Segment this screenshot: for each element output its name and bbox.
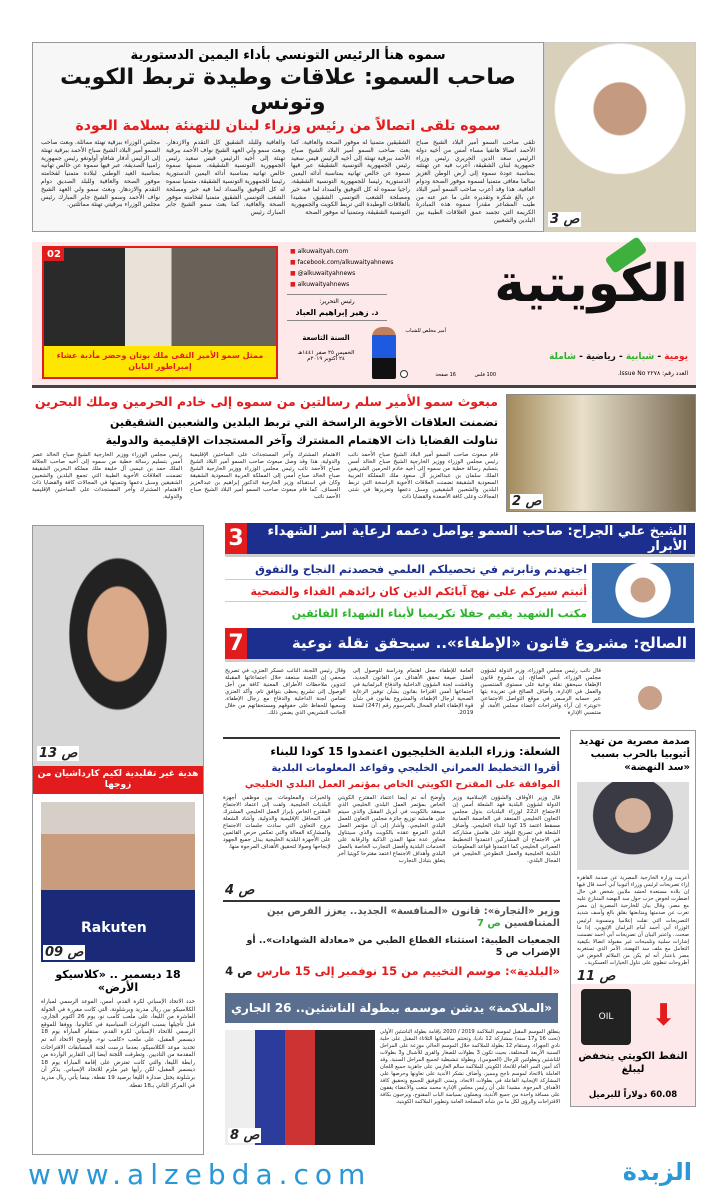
municipal-story xyxy=(223,737,560,902)
egypt-headline[interactable]: صدمة مصرية من تهديد أثيوبيا بالحرب بسبب «سد النهضة» xyxy=(578,736,690,773)
teasers xyxy=(222,906,560,978)
top-story-column: مجلس الوزراء ببرقية تهنئة مماثلة. وبعث صاحب السمو أمير البلاد الشيخ صباح الأحمد ببرقية تهنئة إلى الرئيس أدفار شافاو أولونغو رئيس جمهورية زامبيا الصديقة، عبر فيها سموه عن خالص تهانيه بمناسبة العيد الوطني لبلاده متمنيا لفخامته موفور الصحة والعافية وللبلد الصديق دوام التقدم والازدهار. وبعث سمو ولي العهد الشيخ نواف الأحمد وسمو الشيخ جابر المبارك رئيس مجلس الوزراء ببرقيتي تهنئة مماثلتين. xyxy=(41,139,160,209)
municipal-headline[interactable]: الشعلة: وزراء البلدية الخليجيون اعتمدوا 15 كودا للبناء xyxy=(270,745,560,758)
page-ref[interactable]: ص 2 xyxy=(512,494,542,509)
saleh-photo xyxy=(606,668,694,728)
municipal-column: وأوضح أنه تم أيضا اعتماد المقترح الكويتي الخاص بمؤتمر العمل البلدي الخليجي الذي سيعقد بالكويت في أبريل المقبل والذي سيتم على هامشه توزيع جائزة مجلس التعاون للعمل البلدي الخليجي. وأشار إلى أن مؤتمر العمل البلدي المزمع عقده بالكويت والذي سيتناول محاور عدة منها المدن الذكية والرقابة على الخدمات البلدية وأفضل التجارب الخاصة بالعمل البلدي وأهداف الاجتماع اعتمد مقترحا كويتيا آخر يتعلق بتبادل التجارب xyxy=(337,795,446,864)
municipal-subhead: الموافقة على المقترح الكويتي الخاص بمؤتمر العمل البلدي الخليجي xyxy=(244,779,560,790)
clasico-headline[interactable]: 18 ديسمبر .. «كلاسيكو الأرض» xyxy=(55,968,181,994)
martyrs-photo xyxy=(592,563,694,623)
bahrain-headline[interactable]: مبعوث سمو الأمير سلم رسالتين من سموه إلى خادم الحرمين وملك البحرين xyxy=(34,394,498,409)
footer xyxy=(0,1158,720,1193)
page-ref: ص 4 xyxy=(225,964,253,978)
martyrs-line: مكتب الشهيد يقيم حفلا تكريميا لأبناء الشهداء الفائقين xyxy=(291,607,587,620)
martyrs-headline: الشيخ علي الجراح: صاحب السمو يواصل دعمه لرعاية أسر الشهداء الأبرار xyxy=(267,523,687,554)
date-hijri: الخميس ٢٥ صفر ١٤٤١هـ xyxy=(297,350,355,356)
page-number: 7 xyxy=(225,628,247,659)
facebook-link[interactable]: ■ facebook.com/alkuwaityahnews xyxy=(290,259,394,266)
masthead-logo: الكويتية xyxy=(494,254,688,314)
oil-graphic xyxy=(571,984,695,1106)
price: 100 فلس xyxy=(474,372,496,378)
egypt-body: أعربت وزارة الخارجية المصرية عن صدمة القاهرة إزاء تصريحات لرئيس وزراء أثيوبيا آبي أحمد قال فيها إن بلاده مستعدة لحشد ملايين شخص في حال اضطرت لخوض حرب حول سد النهضة المتنازع عليه مع مصر. وقال بيان للخارجية المصرية إن مصر تعرب عن صدمتها ومتابعتها بقلق بالغ وأسف شديد التصريحات التي نقلت إعلاميا ومنسوبة لرئيس الوزراء آبي أحمد أمام البرلمان الإثيوبي، إذا ما صحت.. واعتبر البيان أن تصريحات آبي أحمد تضمنت إشارات سلبية وتلميحات غير مقبولة اتصالا بكيفية التعامل مع ملف سد النهضة، الأمر الذي تستغربه مصر باعتبار أنه لم يكن من الملائم الخوض في أطروحات تنطوي على تناول الخيارات العسكرية.. xyxy=(577,875,689,967)
teaser[interactable]: الجمعيات الطبية: استثناء القطاع الطبي من «معادلة الشهادات».. أو الإضراب ص 5 xyxy=(246,935,560,958)
youtube-link[interactable]: ■ alkuwaityahnews xyxy=(290,281,350,288)
boxing-headline[interactable]: «الملاكمة» يدشن موسمه ببطولة الناشئين.. 26 الجاري xyxy=(225,993,558,1023)
bahrain-story xyxy=(32,394,696,519)
top-story-column: تلقى صاحب السمو أمير البلاد الشيخ صباح الأحمد اتصالا هاتفيا مساء أمس من أخيه دولة الرئيس سعد الدين الحريري رئيس وزراء جمهورية لبنان الشقيقة، أعرب فيه عن تهنئته بمناسبة عودة سموه إلى أرض الوطن العزيز سالما معافى متمنيا لسموه موفور الصحة ودوام العافية. هذا وقد أعرب صاحب السمو أمير البلاد عن بالغ شكره وتقديره على ما عبر عنه من طيب المشاعر مقدرا سموه هذه المبادرة الكريمة التي تجسد عمق العلاقات الطيبة بين البلدين والشعبين xyxy=(416,139,535,224)
page-ref: ص 5 xyxy=(495,947,519,958)
martyrs-line: اجتهدتم وثابرتم في تحصيلكم العلمي فحصدتم النجاح والتفوق xyxy=(225,563,587,580)
promo-box[interactable] xyxy=(42,246,278,379)
kim-caption[interactable]: هدية غير تقليدية لكيم كارداشيان من زوجها xyxy=(33,766,203,794)
year: السنة التاسعة xyxy=(302,334,350,342)
boxing-body: ينطلق الموسم المقبل لموسم الملاكمة 2019 / 2020 بإقامة بطولة الناشئين الأولى (تحت 16 و17 سنة) بمشاركة 12 ناديا، وتختتم منافساتها الثلاثاء المقبل على حلبة نادي الجهراء. وستقام 12 بطولة للملاكمة خلال الموسم الحالي موزعة على المراحل السنية الأربعة المختلفة، بحيث تكون 3 بطولات للصغار والقرى للأشبال و3 بطولات للناشئين وبطولتين للرجال (العمومي)، وبطولة تنشيطية لجميع المراحل السنية. وقد أكد أمين السر العام للاتحاد الكويتي للملاكمة سالم العازمي على جاهزية جميع اللجان العاملة بالاتحاد لموسم ناجح ومميز، وأضاف نشكر الأندية على تعاونها وحرصها على المشاركة الإيجابية الفاعلة في بطولات الاتحاد، وتمنى التوفيق للجميع وتحقيق كافة الأهداف المرجوة، مشيدا على أن رئيس مجلس الإدارة محمد متعب والأعضاء يقفون على مسافة واحدة من جميع الأندية، ويعملون بسياسة الباب المفتوح، ويرحبون بكافة الاقتراحات والرؤى لكل ما من شأنه المصلحة العامة وتطوير الملاكمة الكويتية. xyxy=(380,1029,561,1105)
bahrain-subhead: تناولت القضايا ذات الاهتمام المشترك وآخر المستجدات الإقليمية والدولية xyxy=(105,434,498,447)
oil-barrel-icon: OIL xyxy=(581,989,631,1045)
page-number: 3 xyxy=(225,523,247,554)
masthead-taglines: يومية - شبابية - رياضية - شاملة xyxy=(549,352,688,362)
facebook-icon: ■ xyxy=(290,259,296,266)
martyrs-banner[interactable] xyxy=(225,523,695,557)
bahrain-column: الاهتمام المشترك وآخر المستجدات على الساحتين الإقليمية والدولية. هذا وقد وصل مبعوث صاحب السمو أمير البلاد الشيخ صباح الأحمد نائب رئيس مجلس الوزراء ووزير الخارجية الشيخ صباح الخالد صباح أمس إلى المملكة العربية السعودية الشقيقة وكان في استقباله وزير الخارجية الدكتور إبراهيم بن عبدالعزيز العساف. كما قام مبعوث صاحب السمو أمير البلاد الشيخ صباح الأحمد نائب xyxy=(190,452,340,500)
bahrain-column: رئيس مجلس الوزراء ووزير الخارجية الشيخ صباح الخالد عصر أمس بتسليم رسالة خطية من سموه إلى أخيه صاحب الجلالة الملك حمد بن عيسى آل خليفة ملك مملكة البحرين الشقيقة تضمنت العلاقات الأخوية الطيبة التي تجمع البلدين والشعبين الشقيقين وسبل دعمها وتنميتها في المجالات كافة والقضايا ذات الاهتمام المشترك وآخر المستجدات على الساحتين الإقليمية والدولية. xyxy=(32,452,182,500)
top-story-subhead: سموه تلقى اتصالاً من رئيس وزراء لبنان للتهنئة بسلامة العودة xyxy=(75,118,501,134)
saleh-column: العامة للإطفاء محل اهتمام ودراسة للوصول إلى أفضل صيغة تحقق الأهداف من القانون الجديد، وناقشت لجنة الشؤون الداخلية والدفاع البرلمانية في اجتماعها أمس اقتراحا بقانون بشأن توفير الرعاية الصحية لرجال الإطفاء، والمشروع بقانون في شأن قوة الإطفاء العام المحال بالمرسوم رقم (247) لسنة 2019. xyxy=(352,668,474,716)
bahrain-subhead: تضمنت العلاقات الأخوية الراسخة التي تربط البلدين والشعبين الشقيقين xyxy=(110,416,498,429)
top-story-column: والعافية وللبلد الشقيق كل التقدم والازدهار. وبعث سمو ولي العهد الشيخ نواف الأحمد ببرقية تهنئة إلى أخيه الرئيس قيس سعيد رئيس الجمهورية التونسية الشقيقة، ضمنها سموه خالص تهانيه بمناسبة أدائه اليمين الدستورية رئيسا للجمهورية التونسية الشقيقة، متمنيا سموه له كل التوفيق والسداد لما فيه خير ومصلحة الشعب التونسي الشقيق متمنيا لفخامته موفور الصحة والعافية. كما بعث سمو الشيخ جابر المبارك رئيس xyxy=(166,139,285,217)
player-icon xyxy=(372,327,396,379)
page-ref[interactable]: ص 11 xyxy=(571,969,695,984)
down-arrow-icon: ⬇ xyxy=(651,998,677,1034)
editor-name: د. زهير إبراهيم العباد xyxy=(295,308,379,317)
promo-photo xyxy=(44,248,276,346)
ball-icon xyxy=(400,370,408,378)
municipal-subhead: أقروا التخطيط العمراني الخليجي وقواعد المعلومات البلدية xyxy=(271,763,560,774)
logo-tagline: أمير مخلص للشباب xyxy=(405,328,446,334)
oil-value: 60.08 دولاراً للبرميل xyxy=(588,1090,678,1101)
promo-page: 02 xyxy=(44,248,64,261)
page-count: 16 صفحة xyxy=(435,372,456,378)
emir-photo xyxy=(544,42,696,232)
web-icon: ■ xyxy=(290,248,296,255)
top-story-kicker: سموه هنأ الرئيس التونسي بأداء اليمين الدستورية xyxy=(130,48,446,63)
tagline: شاملة xyxy=(549,352,577,362)
kim-photo xyxy=(33,526,203,766)
egypt-story xyxy=(570,730,696,1107)
page-ref[interactable]: ص 3 xyxy=(550,212,580,227)
bahrain-column: قام مبعوث صاحب السمو أمير البلاد الشيخ صباح الأحمد نائب رئيس مجلس الوزراء ووزير الخارجية الشيخ صباح الخالد أمس بتسليم رسالة خطية من سموه إلى أخيه خادم الحرمين الشريفين الملك سلمان بن عبدالعزيز آل سعود ملك المملكة العربية السعودية الشقيقة تضمنت العلاقات الأخوية الراسخة التي تربط البلدين والشعبين الشقيقين وسبل دعمها وتعزيزها في شتى المجالات وعلى كافة الأصعدة والقضايا ذات xyxy=(348,452,498,500)
instagram-link[interactable]: ■ @alkuwaityahnews xyxy=(290,270,356,277)
page-ref[interactable]: ص 4 xyxy=(225,883,255,898)
youtube-icon: ■ xyxy=(290,281,296,288)
tagline: يومية xyxy=(664,352,688,362)
page-ref[interactable]: ص 8 xyxy=(230,1128,260,1143)
teaser[interactable]: «البلدية»: موسم التخييم من 15 نوفمبر إلى 15 مارس ص 4 xyxy=(225,964,560,978)
saleh-headline: الصالح: مشروع قانون «الإطفاء».. سيحقق نقلة نوعية xyxy=(291,634,687,652)
saleh-banner[interactable] xyxy=(225,628,695,662)
page-ref[interactable]: ص 09 xyxy=(45,945,84,960)
page-ref[interactable]: ص 13 xyxy=(39,746,78,761)
top-story xyxy=(32,42,544,232)
shirt-sponsor: Rakuten xyxy=(81,920,147,936)
editor-label: رئيس التحرير: xyxy=(319,298,355,305)
left-column xyxy=(32,525,204,1155)
page-ref: ص 7 xyxy=(476,918,501,929)
footer-logo: الزبدة xyxy=(622,1158,692,1186)
tagline: شبابية xyxy=(625,352,655,362)
clasico-body: حدد الاتحاد الإسباني لكرة القدم، أمس، الموعد الرسمي لمباراة الكلاسيكو بين ريال مدريد وبرشلونة، التي كانت مقررة في الجولة العاشرة من الليغا، على ملعب كامب نو، يوم 26 أكتوبر الجاري، قبل تأجيلها بسبب التوترات السياسية في كتالونيا. ووفقا للموقع الرسمي للاتحاد الإسباني لكرة القدم، ستقام المباراة يوم 18 ديسمبر المقبل، على ملعب «كامب نو». وأوضح الاتحاد أنه تم تحديد موعد الكلاسيكو، بعدما درست لجنة المسابقات الاقتراحات المقدمة من الناديين. وتطرقت اللجنة أيضا إلى التقارير الواردة من رابطة الليغا، والتي كانت تعترض على إقامة المباراة يوم 18 ديسمبر المقبل، لكن رأيها غير ملزم للاتحاد الإسباني. يذكر أن برشلونة يحتل صدارة الليغا برصيد 19 نقطة، بينما يأتي ريال مدريد في المركز الثاني بـ18 نقطة. xyxy=(41,999,196,1089)
municipal-column: والخبرات والمعلومات بين موظفي أجهزة البلديات الخليجية. ولفت إلى اعتماد الاجتماع المقترح الخاص بإبراز العمل الخليجي المشترك في المحافل الإقليمية والدولية. وأشاد الشعلة بروح التعاون التي سادت جلسات الاجتماع والمشاركة الفعالة والتي تعكس حرص القائمين على الأجهزة البلدية الخليجية ببذل جميع الجهود لإنجاحها وصولا لتحقيق الأهداف المرجوة منها. xyxy=(222,795,331,850)
instagram-icon: ■ xyxy=(290,270,296,277)
shoukry-photo xyxy=(577,782,689,870)
date-gregorian: ٢٤ أكتوبر ٢٠١٩م xyxy=(307,356,345,362)
municipal-column: قال وزير الأوقاف والشؤون الإسلامية وزير الدولة لشؤون البلدية فهد الشعلة أمس إن الاجتماع الـ22 لوزراء البلديات بدول مجلس التعاون الخليجي المنعقد في العاصمة العمانية مسقط اعتمد 15 كودا للبناء الخليجي. وأضاف الشعلة في تصريح للوفد على هامش مشاركته في الاجتماع أن المشاركين اعتمدوا التخطيط العمراني الخليجي كما اعتمدوا قواعد المعلومات البلدية الخليجية والعمل التطوعي الخليجي في المجال البلدي. xyxy=(452,795,560,864)
masthead xyxy=(32,242,696,388)
website-link[interactable]: ■ alkuwaityah.com xyxy=(290,248,349,255)
tagline: رياضية xyxy=(586,352,616,362)
top-story-headline[interactable]: صاحب السمو: علاقات وطيدة تربط الكويت وتونس xyxy=(60,65,516,115)
messi-photo xyxy=(41,802,195,962)
promo-caption: ممثل سمو الأمير التقى ملك بوتان وحضر مأدبة عشاء إمبراطور اليابان xyxy=(44,346,276,377)
teaser[interactable]: وزير «التجارة»: قانون «المنافسة» الجديد.. يعزز الفرص بين المتنافسين ص 7 xyxy=(267,906,560,929)
oil-headline[interactable]: النفط الكويتي ينخفض ليبلغ xyxy=(578,1051,688,1076)
saleh-column: قال نائب رئيس مجلس الوزراء، وزير الدولة لشؤون مجلس الوزراء، أنس الصالح، إن مشروع قانون الإطفاء سيحقق نقلة نوعية على مستوى المنتسبين والعمل في الإدارة، وأضاف الصالح في تغريدة بثها عبر حسابه الرسمي في موقع التواصل الاجتماعي «تويتر» إن آراء واقتراحات أعضاء مجلس الأمة، أو منتسبي الإدارة xyxy=(480,668,601,716)
martyrs-line: أثبتم سيركم على نهج آبائكم الذين كان رائدهم الفداء والتضحية xyxy=(225,585,587,602)
saleh-column: وقال رئيس اللجنة، النائب عسكر العنزي، في تصريح صحفي إن اللجنة ستعقد خلال اجتماعاتها المقبلة لتدوين ملاحظات الأطراف المعنية كافة من أجل الوصول إلى تشريع يحظى بتوافق تام، وأكد العنزي تضامن لجنة الداخلية والدفاع مع رجال الإطفاء، وسعيها للحفاظ على حقوقهم ومستحقاتهم من خلال الجانب التشريعي الذي يضمن ذلك. xyxy=(224,668,346,716)
footer-url[interactable]: www.alzebda.com xyxy=(28,1158,372,1191)
issue-number: العدد رقم: ٢٢٧٨ Issue No. xyxy=(617,370,688,377)
top-story-column: الشقيقين متمنيا له موفور الصحة والعافية. كما بعث صاحب السمو أمير البلاد الشيخ صباح الأحمد ببرقية تهنئة إلى أخيه الرئيس قيس سعيد رئيس الجمهورية التونسية الشقيقة عبر فيها سموه عن خالص تهانيه بمناسبة أدائه اليمين الدستورية رئيسا للجمهورية التونسية الشقيقة، راجيا سموه له كل التوفيق والسداد لما فيه خير ومصلحة الشعب التونسي الشقيق، مشيدا بالعلاقات الوطيدة التي تربط الكويت والجمهورية التونسية الشقيقة، ومتمنيا له موفور الصحة xyxy=(291,139,410,217)
